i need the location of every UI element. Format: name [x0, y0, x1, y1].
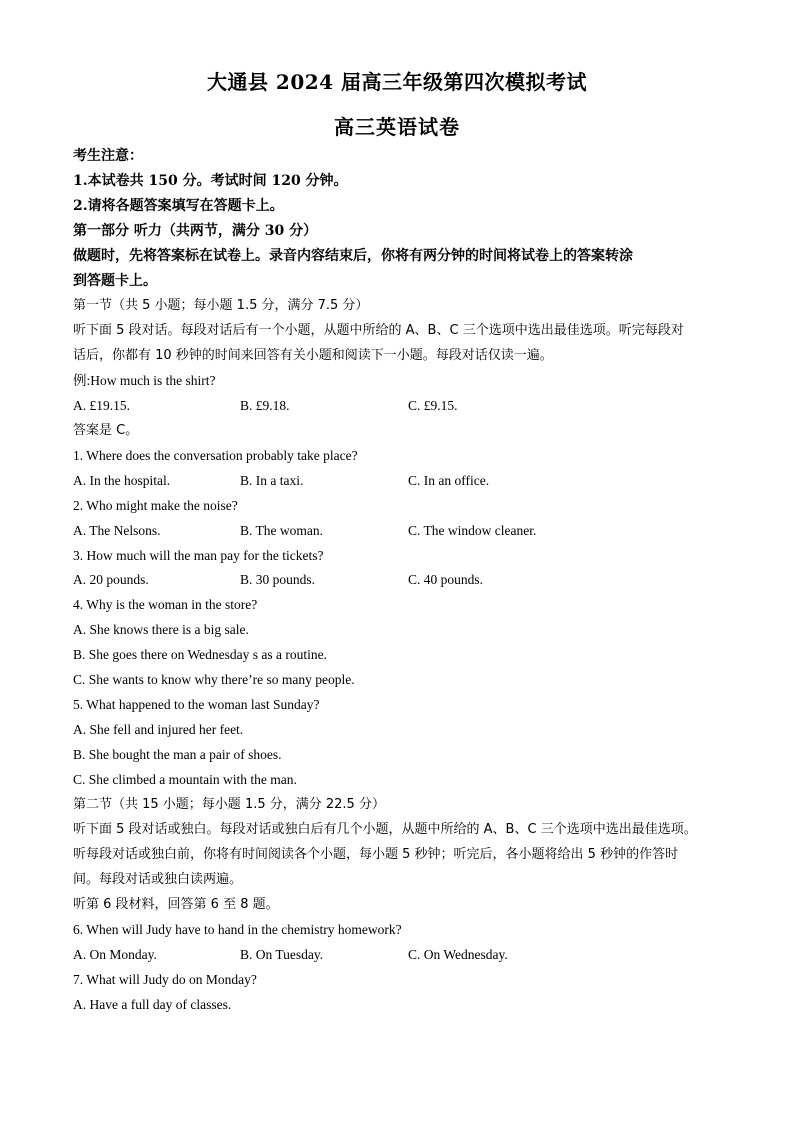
- q5-option-a: A. She fell and injured her feet.: [73, 722, 244, 737]
- notice-heading: 考生注意：: [73, 148, 143, 164]
- part1-instruction-line2: 到答题卡上。: [73, 273, 157, 289]
- example-option-b: B. £9.18.: [240, 398, 290, 413]
- example-option-a: A. £19.15.: [73, 398, 130, 413]
- q1-option-a: A. In the hospital.: [73, 473, 171, 488]
- section2-heading: 第二节（共 15 小题；每小题 1.5 分，满分 22.5 分）: [73, 797, 385, 812]
- q4-option-a: A. She knows there is a big sale.: [73, 622, 249, 637]
- q3-question: 3. How much will the man pay for the tickets?: [73, 548, 324, 563]
- q2-option-a: A. The Nelsons.: [73, 523, 161, 538]
- q6-option-c: C. On Wednesday.: [408, 947, 508, 962]
- q1-option-c: C. In an office.: [408, 473, 490, 488]
- section1-heading: 第一节（共 5 小题；每小题 1.5 分，满分 7.5 分）: [73, 298, 369, 313]
- q1-option-b: B. In a taxi.: [240, 473, 304, 488]
- part1-heading: 第一部分 听力（共两节，满分 30 分）: [73, 223, 318, 239]
- section2-instruction-line2: 听每段对话或独白前，你将有时间阅读各个小题，每小题 5 秒钟；听完后，各小题将给出 5 秒钟的作答时: [73, 847, 679, 862]
- q5-option-c: C. She climbed a mountain with the man.: [73, 772, 297, 787]
- section2-instruction-line1: 听下面 5 段对话或独白。每段对话或独白后有几个小题，从题中所给的 A、B、C 三个选项中选出最佳选项。: [73, 822, 697, 837]
- exam-title: 大通县 2024 届高三年级第四次模拟考试: [206, 70, 588, 94]
- section1-instruction-line2: 话后，你都有 10 秒钟的时间来回答有关小题和阅读下一小题。每段对话仅读一遍。: [73, 348, 553, 363]
- notice-item-1: 1.本试卷共 150 分。考试时间 120 分钟。: [73, 173, 348, 189]
- q4-option-b: B. She goes there on Wednesday s as a routine.: [73, 647, 327, 662]
- example-question: 例:How much is the shirt?: [73, 373, 216, 388]
- q6-question: 6. When will Judy have to hand in the chemistry homework?: [73, 922, 402, 937]
- q4-option-c: C. She wants to know why there’re so many people.: [73, 672, 355, 687]
- example-answer: 答案是 C。: [73, 423, 139, 438]
- section1-instruction-line1: 听下面 5 段对话。每段对话后有一个小题，从题中所给的 A、B、C 三个选项中选出最佳选项。听完每段对: [73, 323, 684, 338]
- q5-question: 5. What happened to the woman last Sunday?: [73, 697, 320, 712]
- section2-instruction-line3: 间。每段对话或独白读两遍。: [73, 872, 243, 887]
- part1-instruction-line1: 做题时，先将答案标在试卷上。录音内容结束后，你将有两分钟的时间将试卷上的答案转涂: [73, 248, 633, 264]
- notice-item-2: 2.请将各题答案填写在答题卡上。: [73, 198, 284, 214]
- section2-material-note: 听第 6 段材料，回答第 6 至 8 题。: [73, 897, 279, 912]
- exam-subtitle: 高三英语试卷: [334, 115, 460, 139]
- q2-option-c: C. The window cleaner.: [408, 523, 537, 538]
- q2-question: 2. Who might make the noise?: [73, 498, 238, 513]
- q2-option-b: B. The woman.: [240, 523, 323, 538]
- q6-option-b: B. On Tuesday.: [240, 947, 324, 962]
- q3-option-b: B. 30 pounds.: [240, 572, 316, 587]
- example-option-c: C. £9.15.: [408, 398, 458, 413]
- q3-option-c: C. 40 pounds.: [408, 572, 484, 587]
- q1-question: 1. Where does the conversation probably take place?: [73, 448, 358, 463]
- q7-option-a: A. Have a full day of classes.: [73, 997, 232, 1012]
- q6-option-a: A. On Monday.: [73, 947, 157, 962]
- q3-option-a: A. 20 pounds.: [73, 572, 149, 587]
- q7-question: 7. What will Judy do on Monday?: [73, 972, 257, 987]
- q4-question: 4. Why is the woman in the store?: [73, 597, 258, 612]
- q5-option-b: B. She bought the man a pair of shoes.: [73, 747, 282, 762]
